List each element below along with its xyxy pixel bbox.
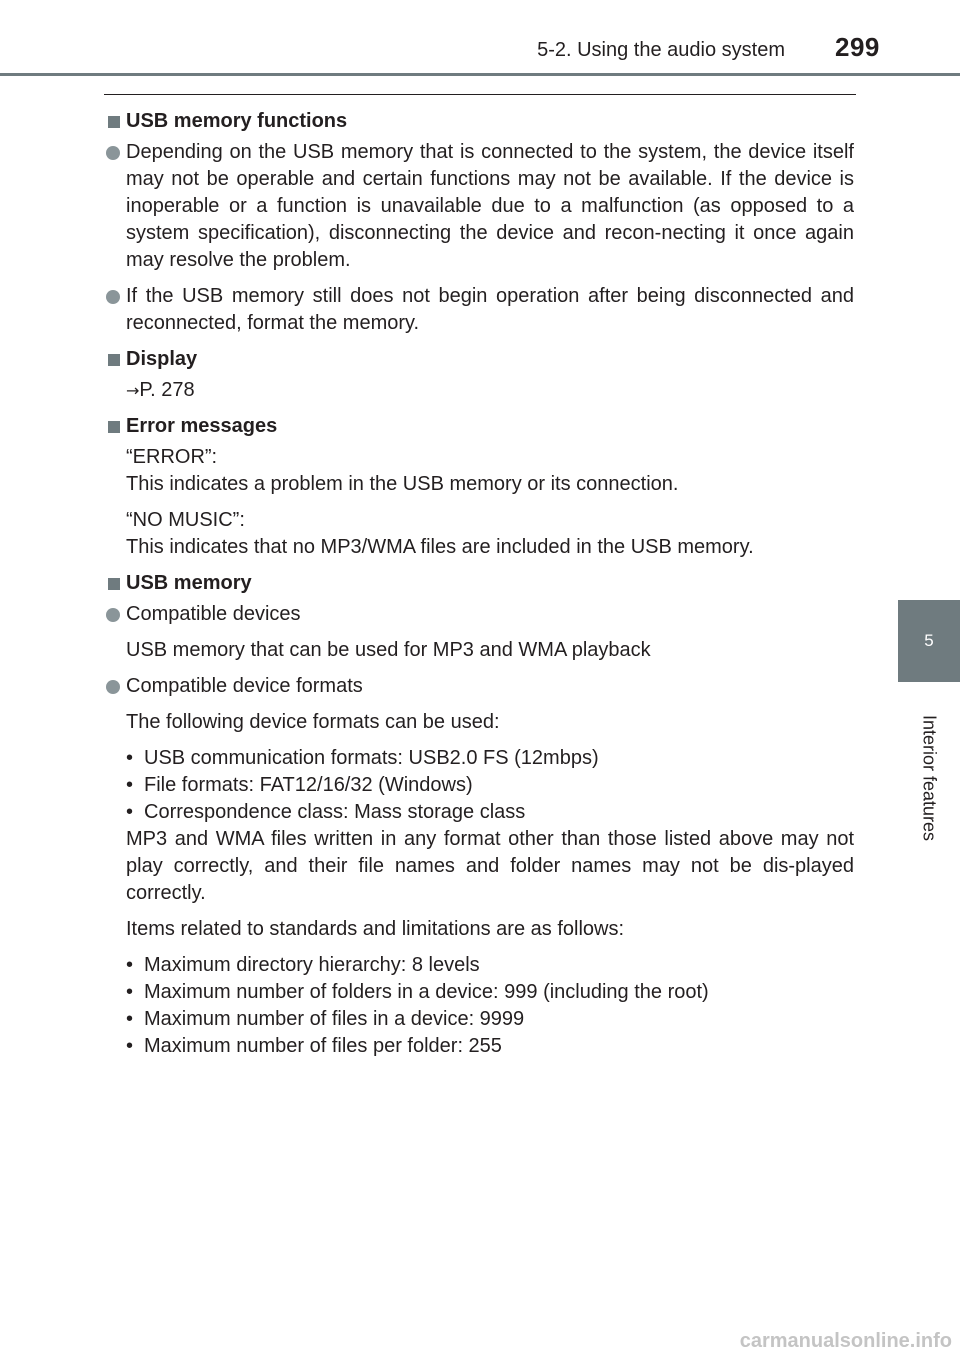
list-item: Compatible device formats: [106, 673, 854, 700]
watermark-text: carmanualsonline.info: [739, 1330, 952, 1352]
page-number: 299: [835, 32, 880, 62]
error-code: “ERROR”:: [126, 446, 218, 468]
list-item: • USB communication formats: USB2.0 FS (12mbps): [126, 747, 599, 769]
paragraph: The following device formats can be used:: [126, 711, 500, 733]
paragraph: Depending on the USB memory that is connected to the system, the device itself may not be operable and certain functions may not be available. If the device is inoperable or a function is unavailable due to a malfunction (as opposed to a system specification), disconnecting the device and recon-necting it once again may resolve the problem.: [126, 141, 854, 271]
page-content: [106, 108, 854, 1060]
square-bullet-icon: [108, 421, 120, 433]
arrow-right-icon: →: [126, 381, 140, 400]
header-rule: [0, 73, 960, 76]
paragraph: MP3 and WMA files written in any format other than those listed above may not play correctly, and their file names and folder names may not be dis-played correctly.: [126, 828, 854, 904]
square-bullet-icon: [108, 354, 120, 366]
format-list: [106, 745, 854, 907]
limits-list: [106, 952, 854, 1060]
square-bullet-icon: [108, 578, 120, 590]
list-item: • Maximum number of files in a device: 9999: [126, 1008, 525, 1030]
page-reference[interactable]: [106, 377, 854, 404]
list-item: Compatible devices: [106, 601, 854, 628]
header-section-title: 5-2. Using the audio system: [537, 39, 785, 61]
round-bullet-icon: [106, 608, 120, 622]
round-bullet-icon: [106, 680, 120, 694]
page-reference-text: P. 278: [139, 379, 195, 401]
list-item: • Maximum directory hierarchy: 8 levels: [126, 954, 480, 976]
paragraph: USB memory that can be used for MP3 and WMA playback: [126, 639, 651, 661]
list-item: [106, 139, 854, 274]
round-bullet-icon: [106, 146, 120, 160]
chapter-number: 5: [924, 631, 934, 650]
watermark-bar: [0, 1331, 960, 1351]
section-heading-errors: Error messages: [106, 413, 854, 440]
error-description: This indicates a problem in the USB memory or its connection.: [126, 473, 679, 495]
section-heading-usb-memory: USB memory: [106, 570, 854, 597]
list-item: • Maximum number of files per folder: 255: [126, 1035, 502, 1057]
list-item: • Maximum number of folders in a device: 999 (including the root): [126, 981, 709, 1003]
list-item: • File formats: FAT12/16/32 (Windows): [126, 774, 473, 796]
error-description: This indicates that no MP3/WMA files are included in the USB memory.: [126, 536, 754, 558]
paragraph: Items related to standards and limitations are as follows:: [126, 918, 625, 940]
list-item: • Correspondence class: Mass storage class: [126, 801, 526, 823]
error-code: “NO MUSIC”:: [126, 509, 245, 531]
chapter-label: Interior features: [919, 714, 940, 842]
paragraph: If the USB memory still does not begin operation after being disconnected and reconnected, format the memory.: [126, 285, 854, 334]
content-top-rule: [104, 94, 856, 95]
section-heading-usb-functions: USB memory functions: [106, 108, 854, 135]
square-bullet-icon: [108, 116, 120, 128]
chapter-tab: [898, 600, 960, 682]
round-bullet-icon: [106, 290, 120, 304]
list-item: [106, 283, 854, 337]
section-heading-display: Display: [106, 346, 854, 373]
